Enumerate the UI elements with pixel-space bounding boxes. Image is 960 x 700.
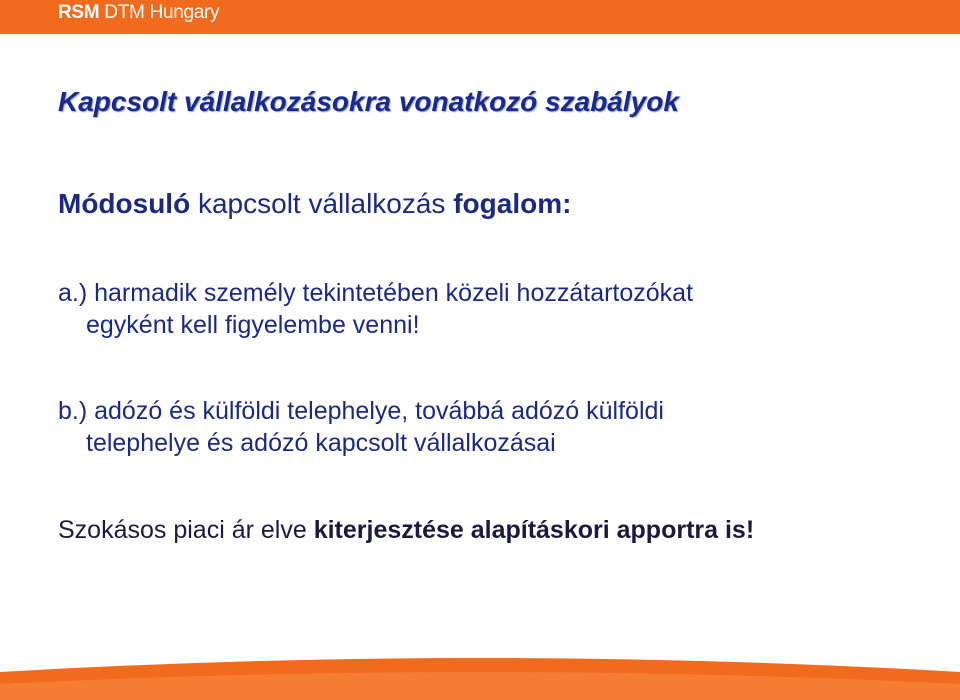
header-bar (0, 0, 960, 34)
closing-statement (58, 514, 754, 546)
list-item-b (58, 395, 938, 459)
subheading (58, 188, 571, 220)
subheading-bold-1: Módosuló (58, 188, 191, 219)
closing-normal: Szokásos piaci ár elve (58, 516, 314, 544)
item-b-line2: telephelye és adózó kapcsolt vállalkozásai (86, 429, 556, 457)
company-logo (58, 2, 219, 24)
logo-brand: RSM (58, 2, 100, 23)
subheading-normal: kapcsolt vállalkozás (190, 188, 454, 219)
closing-bold: kiterjesztése alapításkori apportra is! (313, 516, 755, 544)
item-a-line2: egyként kell figyelembe venni! (86, 311, 420, 339)
subheading-bold-2: fogalom: (453, 188, 572, 219)
list-item-a (58, 277, 938, 341)
slide-title: Kapcsolt vállalkozásokra vonatkozó szabályok (58, 86, 679, 117)
logo-name: DTM Hungary (99, 2, 220, 23)
bottom-wave-decoration (0, 650, 960, 700)
item-a-line1: a.) harmadik személy tekintetében közeli hozzátartozókat (58, 279, 694, 307)
item-b-line1: b.) adózó és külföldi telephelye, továbbá adózó külföldi (58, 397, 664, 425)
